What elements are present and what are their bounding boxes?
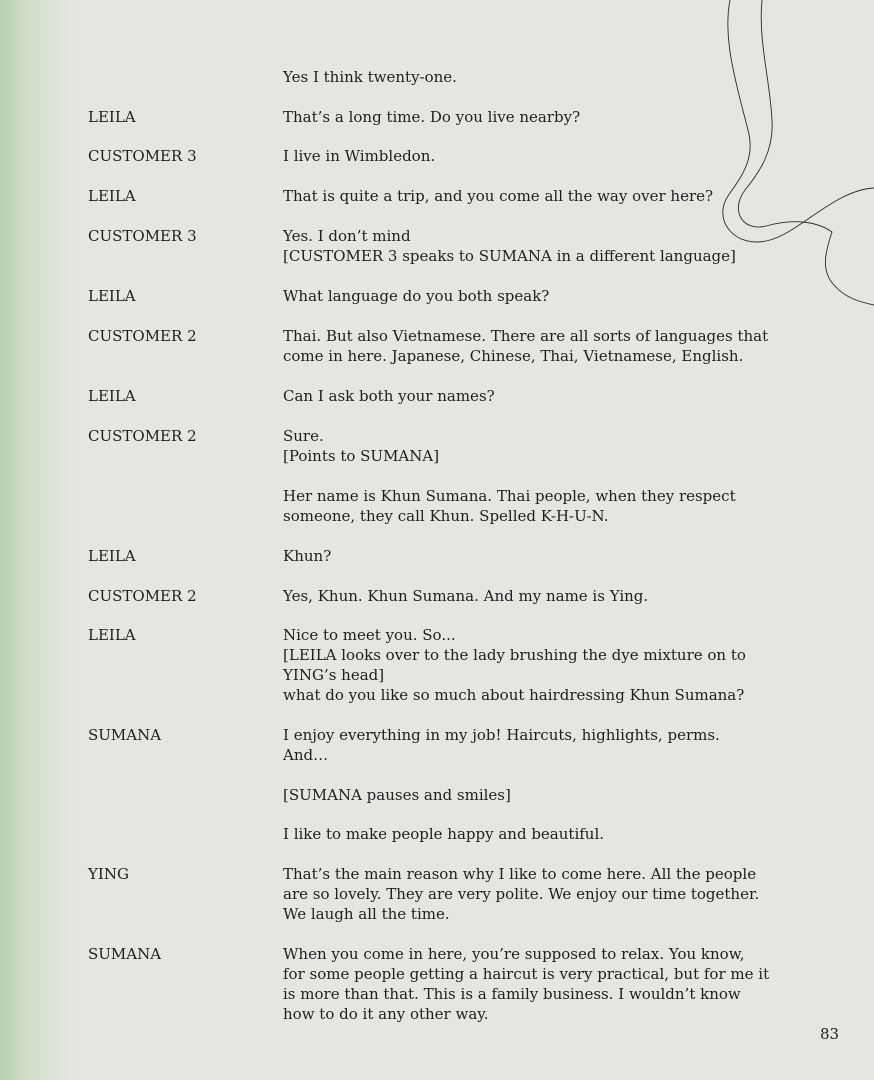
dialogue-line: That is quite a trip, and you come all the way over here? [283,187,714,205]
dialogue-line: That’s a long time. Do you live nearby? [283,108,581,126]
dialogue-line: come in here. Japanese, Chinese, Thai, Vietnamese, English. [283,347,744,365]
dialogue-line: I like to make people happy and beautiful. [283,825,605,843]
speaker-name: CUSTOMER 3 [88,147,197,165]
dialogue-line: for some people getting a haircut is very practical, but for me it [283,965,770,983]
speaker-name: LEILA [88,187,136,205]
speaker-name: CUSTOMER 2 [88,587,197,605]
dialogue-line: [CUSTOMER 3 speaks to SUMANA in a different language] [283,247,736,265]
dialogue-line: what do you like so much about hairdressing Khun Sumana? [283,686,745,704]
dialogue-line: [LEILA looks over to the lady brushing the dye mixture on to [283,646,746,664]
dialogue-line: someone, they call Khun. Spelled K-H-U-N. [283,507,609,525]
page-spine-shading [0,0,80,1080]
dialogue-line: are so lovely. They are very polite. We enjoy our time together. [283,885,760,903]
dialogue-line: And… [283,746,329,764]
dialogue-line: Sure. [283,427,324,445]
speaker-name: CUSTOMER 2 [88,427,197,445]
dialogue-line: YING’s head] [283,666,385,684]
decorative-squiggle-icon [700,0,874,320]
dialogue-line: [SUMANA pauses and smiles] [283,786,511,804]
dialogue-line: [Points to SUMANA] [283,447,440,465]
speaker-name: LEILA [88,547,136,565]
speaker-name: LEILA [88,626,136,644]
dialogue-line: When you come in here, you’re supposed to relax. You know, [283,945,745,963]
dialogue-line: That’s the main reason why I like to come here. All the people [283,865,757,883]
dialogue-line: is more than that. This is a family business. I wouldn’t know [283,985,741,1003]
dialogue-line: Yes, Khun. Khun Sumana. And my name is Ying. [283,587,649,605]
speaker-name: SUMANA [88,945,162,963]
speaker-name: LEILA [88,387,136,405]
dialogue-line: Yes. I don’t mind [283,227,411,245]
dialogue-line: Thai. But also Vietnamese. There are all sorts of languages that [283,327,769,345]
dialogue-line: Her name is Khun Sumana. Thai people, when they respect [283,487,736,505]
dialogue-line: We laugh all the time. [283,905,450,923]
speaker-name: SUMANA [88,726,162,744]
dialogue-line: Yes I think twenty-one. [283,68,457,86]
dialogue-line: I live in Wimbledon. [283,147,436,165]
speaker-name: CUSTOMER 2 [88,327,197,345]
dialogue-line: Nice to meet you. So... [283,626,456,644]
dialogue-line: how to do it any other way. [283,1005,489,1023]
dialogue-line: Can I ask both your names? [283,387,495,405]
speaker-name: CUSTOMER 3 [88,227,197,245]
dialogue-line: I enjoy everything in my job! Haircuts, highlights, perms. [283,726,720,744]
speaker-name: YING [88,865,129,883]
speaker-name: LEILA [88,108,136,126]
dialogue-line: What language do you both speak? [283,287,550,305]
speaker-name: LEILA [88,287,136,305]
dialogue-line: Khun? [283,547,332,565]
page-number: 83 [820,1025,840,1043]
